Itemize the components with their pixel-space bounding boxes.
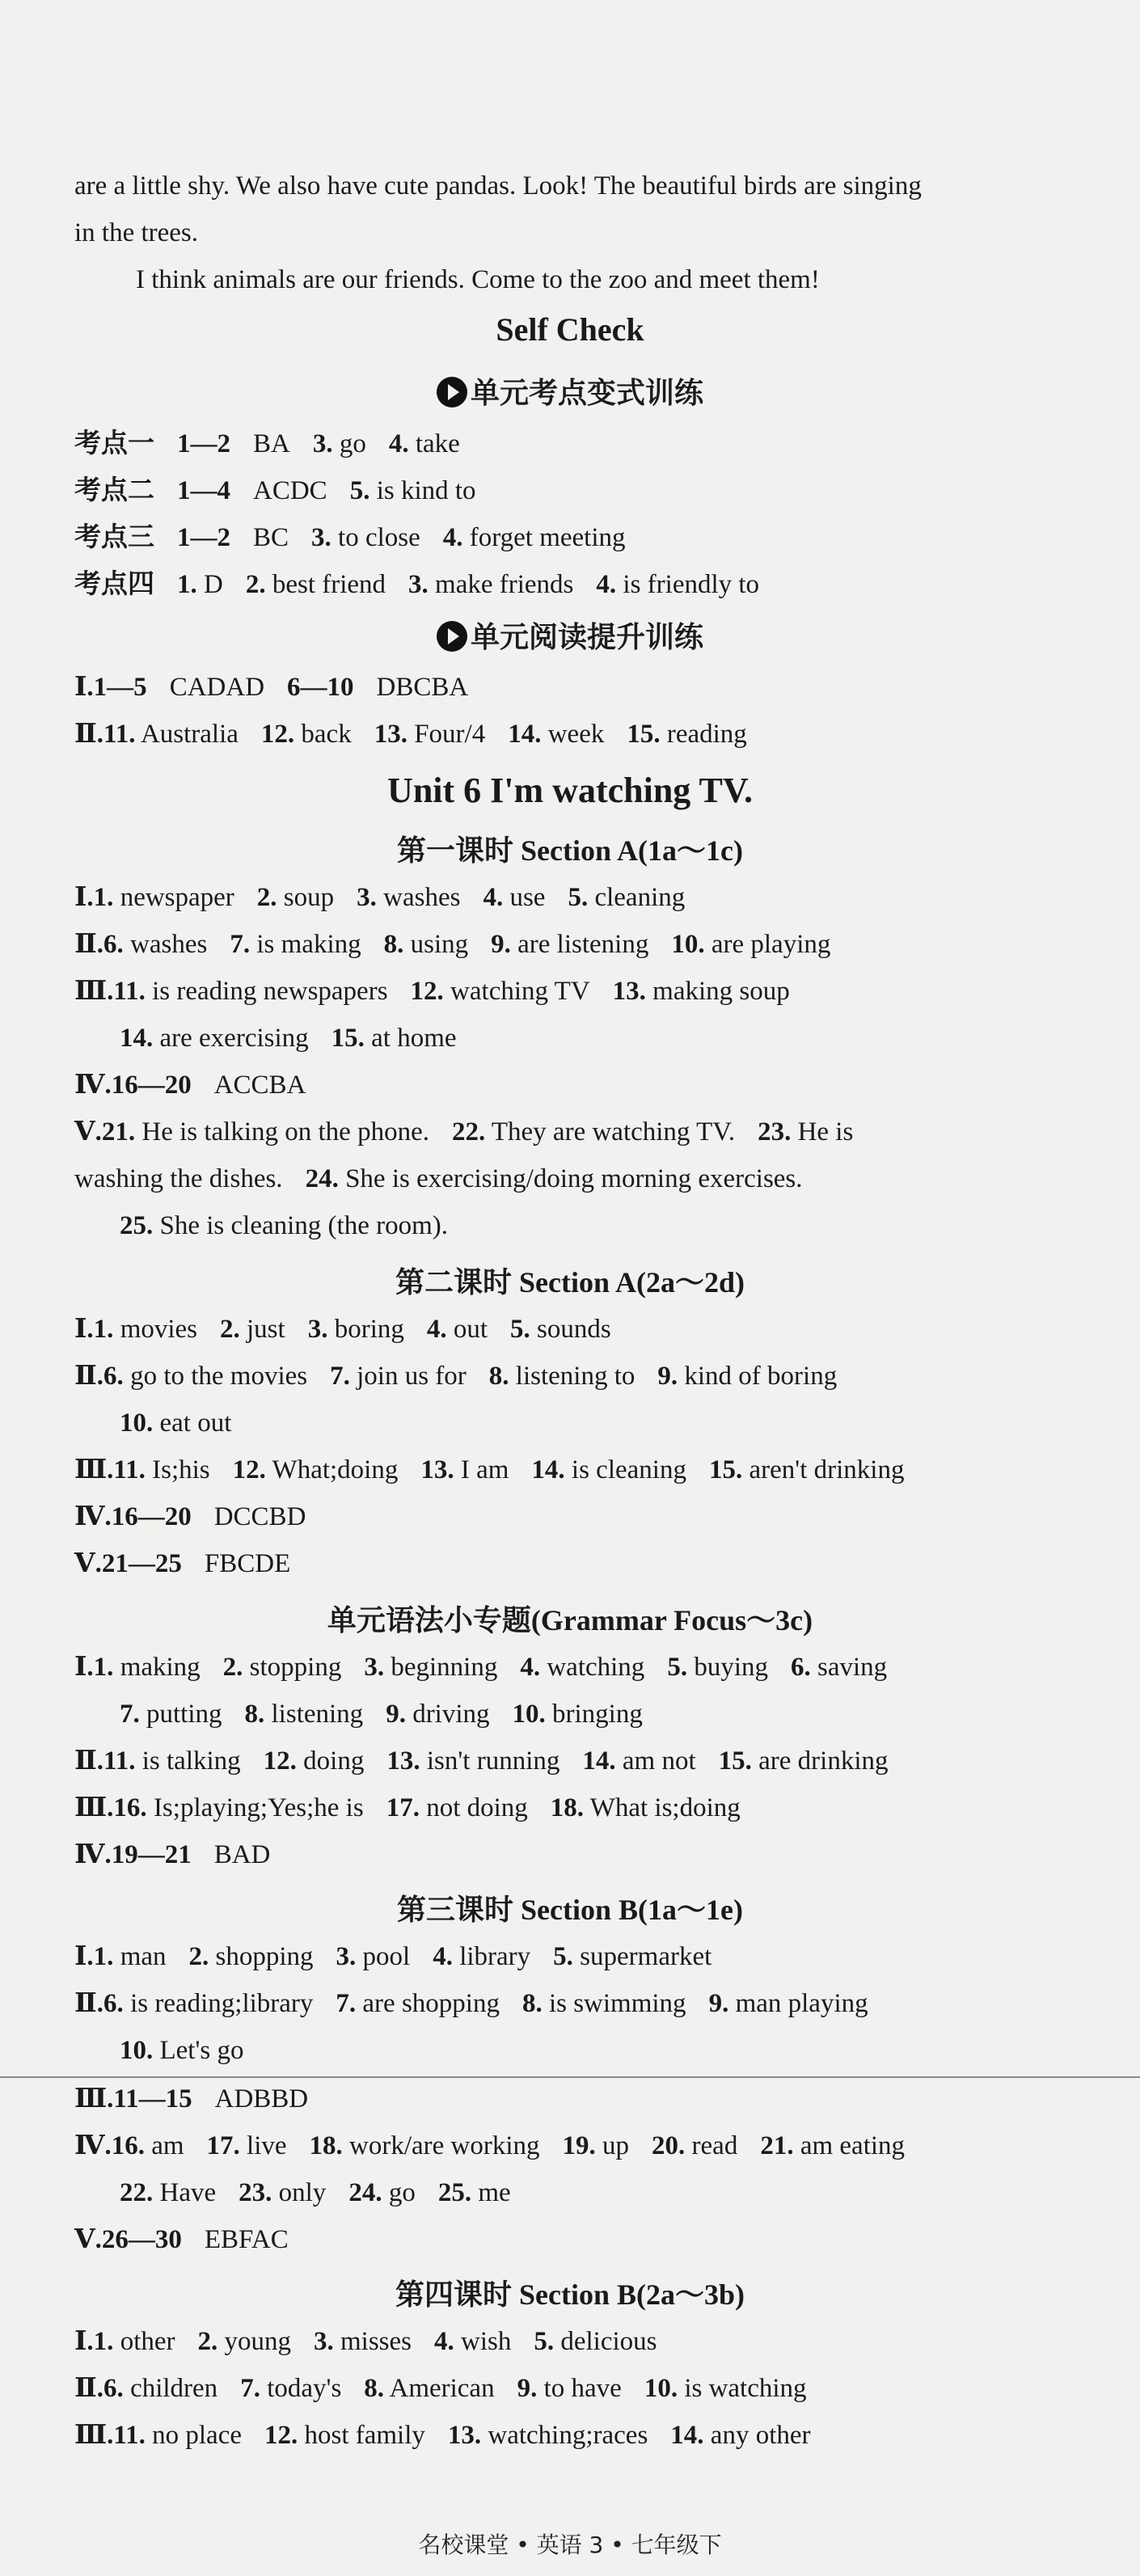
answer-line: Ⅱ.6. is reading;library 7. are shopping 8. is swimming 9. man playing: [74, 1989, 868, 2018]
unit-title: Unit 6 I'm watching TV.: [387, 771, 753, 810]
answer-line: Ⅰ.1. movies 2. just 3. boring 4. out 5. sounds: [74, 1315, 611, 1344]
arrow-right-icon: [437, 621, 467, 652]
answer-line: Ⅱ.6. go to the movies 7. join us for 8. listening to 9. kind of boring: [74, 1362, 838, 1391]
answer-line: Ⅱ.11. Australia 12. back 13. Four/4 14. week 15. reading: [74, 720, 747, 749]
answer-line: Ⅰ.1—5 CADAD 6—10 DBCBA: [74, 673, 469, 702]
scan-line-divider: [0, 2076, 1140, 2078]
answer-line: Ⅰ.1. making 2. stopping 3. beginning 4. watching 5. buying 6. saving: [74, 1653, 888, 1682]
answer-line: Ⅲ.11. no place 12. host family 13. watching;races 14. any other: [74, 2421, 811, 2450]
answer-line: Ⅲ.11. is reading newspapers 12. watching TV 13. making soup: [74, 977, 790, 1006]
answer-line: Ⅲ.11. Is;his 12. What;doing 13. I am 14. is cleaning 15. aren't drinking: [74, 1455, 905, 1484]
lesson-title: 第二课时 Section A(2a～2d): [395, 1266, 745, 1299]
answer-line: 考点三 1—2 BC 3. to close 4. forget meeting: [74, 521, 626, 552]
lesson-title: 第三课时 Section B(1a～1e): [397, 1894, 743, 1926]
lesson-title: 第一课时 Section A(1a～1c): [397, 834, 743, 867]
answer-line: Ⅴ.21—25 FBCDE: [74, 1549, 291, 1578]
answer-line: Ⅱ.11. is talking 12. doing 13. isn't running 14. am not 15. are drinking: [74, 1746, 889, 1776]
answer-line: 考点四 1. D 2. best friend 3. make friends 4. is friendly to: [74, 568, 760, 599]
answer-line: 10. Let's go: [120, 2036, 244, 2065]
answer-line: Ⅳ.16—20 ACCBA: [74, 1071, 306, 1100]
answer-line: Ⅴ.26—30 EBFAC: [74, 2225, 289, 2254]
answer-line: Ⅰ.1. other 2. young 3. misses 4. wish 5. delicious: [74, 2327, 657, 2356]
lesson-title: 单元语法小专题(Grammar Focus～3c): [327, 1604, 813, 1636]
answer-line: Ⅳ.19—21 BAD: [74, 1840, 271, 1869]
paragraph-line: in the trees.: [74, 218, 199, 247]
answer-line: 25. She is cleaning (the room).: [120, 1211, 448, 1240]
answer-line: Ⅰ.1. man 2. shopping 3. pool 4. library 5. supermarket: [74, 1942, 712, 1971]
answer-line: Ⅲ.11—15 ADBBD: [74, 2084, 309, 2114]
answer-line: washing the dishes. 24. She is exercising/doing morning exercises.: [74, 1164, 803, 1193]
subsection-title: 单元考点变式训练: [0, 370, 1140, 412]
page-footer: 名校课堂 • 英语 3 • 七年级下: [418, 2532, 722, 2558]
answer-line: Ⅰ.1. newspaper 2. soup 3. washes 4. use 5. cleaning: [74, 883, 686, 912]
answer-line: 14. are exercising 15. at home: [120, 1024, 457, 1053]
answer-line: Ⅱ.6. washes 7. is making 8. using 9. are listening 10. are playing: [74, 930, 831, 959]
answer-line: 考点二 1—4 ACDC 5. is kind to: [74, 474, 476, 505]
arrow-right-icon: [437, 377, 467, 408]
section-title: Self Check: [496, 311, 644, 348]
paragraph-line: I think animals are our friends. Come to the zoo and meet them!: [136, 265, 820, 294]
paragraph-line: are a little shy. We also have cute pandas. Look! The beautiful birds are singing: [74, 171, 922, 201]
answer-line: 7. putting 8. listening 9. driving 10. bringing: [120, 1700, 643, 1729]
lesson-title: 第四课时 Section B(2a～3b): [395, 2278, 745, 2311]
answer-line: Ⅳ.16. am 17. live 18. work/are working 19. up 20. read 21. am eating: [74, 2131, 906, 2160]
answer-line: Ⅲ.16. Is;playing;Yes;he is 17. not doing 18. What is;doing: [74, 1793, 741, 1822]
answer-line: 22. Have 23. only 24. go 25. me: [120, 2178, 511, 2207]
answer-line: Ⅳ.16—20 DCCBD: [74, 1502, 306, 1531]
answer-line: 10. eat out: [120, 1408, 232, 1438]
answer-line: Ⅱ.6. children 7. today's 8. American 9. to have 10. is watching: [74, 2374, 807, 2403]
answer-line: 考点一 1—2 BA 3. go 4. take: [74, 427, 460, 458]
subsection-title: 单元阅读提升训练: [0, 614, 1140, 656]
answer-line: Ⅴ.21. He is talking on the phone. 22. They are watching TV. 23. He is: [74, 1117, 854, 1147]
